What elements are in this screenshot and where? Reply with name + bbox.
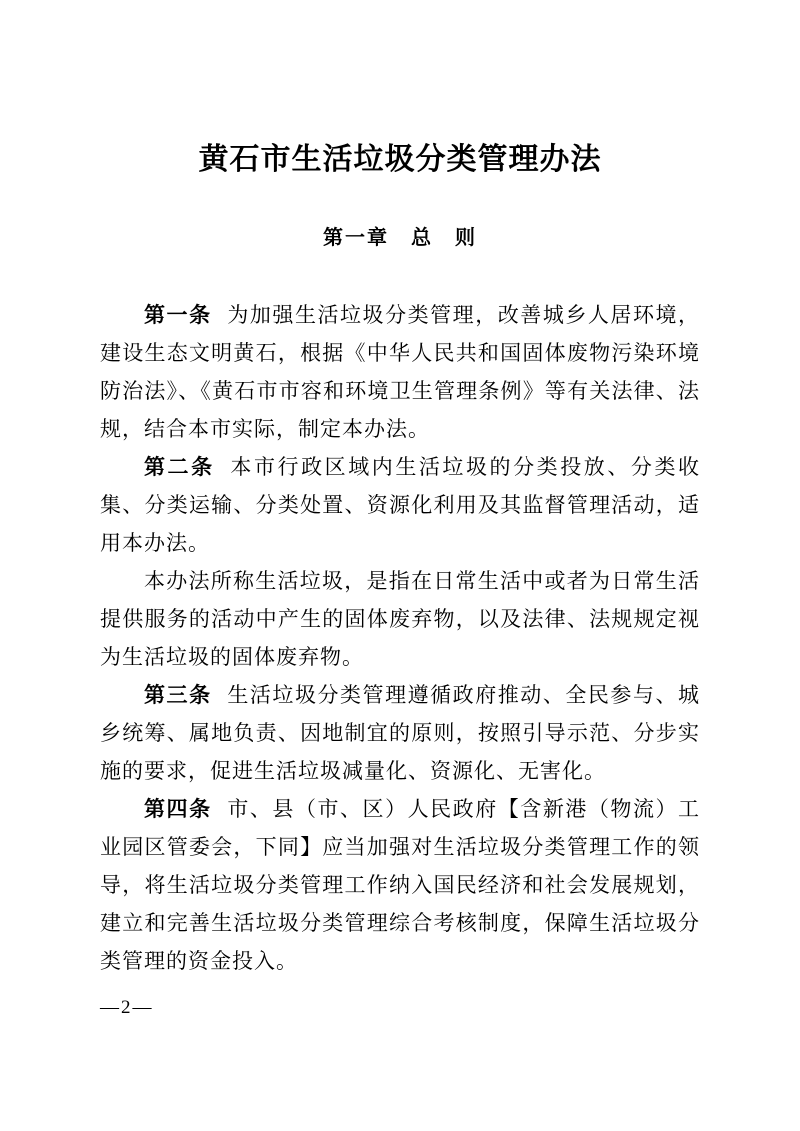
article-paragraph-3 — [100, 676, 700, 790]
article-2b-text: 本办法所称生活垃圾，是指在日常生活中或者为日常生活提供服务的活动中产生的固体废弃物，以及法律、法规规定视为生活垃圾的固体废弃物。 — [100, 569, 700, 669]
article-paragraph-2-continuation — [100, 562, 700, 676]
article-paragraph-2 — [100, 448, 700, 562]
article-paragraph-4 — [100, 790, 700, 980]
document-title: 黄石市生活垃圾分类管理办法 — [198, 143, 602, 176]
article-2-text: 本市行政区域内生活垃圾的分类投放、分类收集、分类运输、分类处置、资源化利用及其监督管理活动，适用本办法。 — [100, 455, 700, 555]
article-1-text: 为加强生活垃圾分类管理，改善城乡人居环境，建设生态文明黄石，根据《中华人民共和国固体废物污染环境防治法》、《黄石市市容和环境卫生管理条例》等有关法律、法规，结合本市实际，制定本办法。 — [100, 303, 701, 441]
chapter-heading: 第一章 总 则 — [323, 227, 477, 249]
article-2-label: 第二条 — [144, 455, 215, 479]
article-4-text: 市、县（市、区）人民政府【含新港（物流）工业园区管委会，下同】应当加强对生活垃圾分类管理工作的领导，将生活垃圾分类管理工作纳入国民经济和社会发展规划，建立和完善生活垃圾分类管理综合考核制度，保障生活垃圾分类管理的资金投入。 — [100, 797, 701, 973]
article-4-label: 第四条 — [144, 797, 212, 821]
article-3-text: 生活垃圾分类管理遵循政府推动、全民参与、城乡统筹、属地负责、因地制宜的原则，按照引导示范、分步实施的要求，促进生活垃圾减量化、资源化、无害化。 — [100, 683, 701, 783]
article-paragraph-1 — [100, 296, 700, 448]
page-number: —2— — [100, 997, 154, 1018]
article-3-label: 第三条 — [144, 683, 212, 707]
document-body — [100, 296, 700, 980]
article-1-label: 第一条 — [144, 303, 212, 327]
